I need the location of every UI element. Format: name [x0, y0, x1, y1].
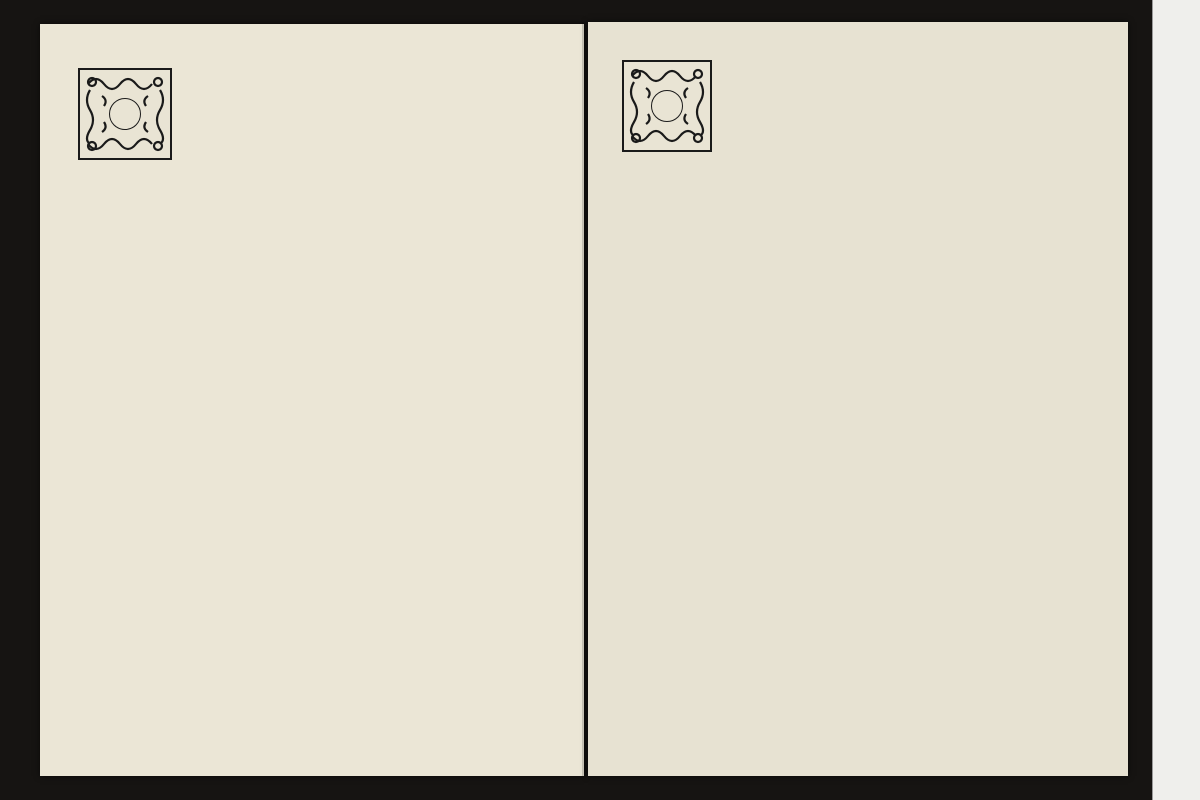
initial-letter: [109, 98, 141, 130]
decorated-initial: [622, 60, 712, 152]
ruler-scale: [1153, 0, 1200, 800]
initial-letter: [651, 90, 683, 122]
left-page: [40, 24, 584, 776]
decorated-initial: [78, 68, 172, 160]
right-page: [588, 22, 1128, 776]
measurement-ruler: [1152, 0, 1200, 800]
